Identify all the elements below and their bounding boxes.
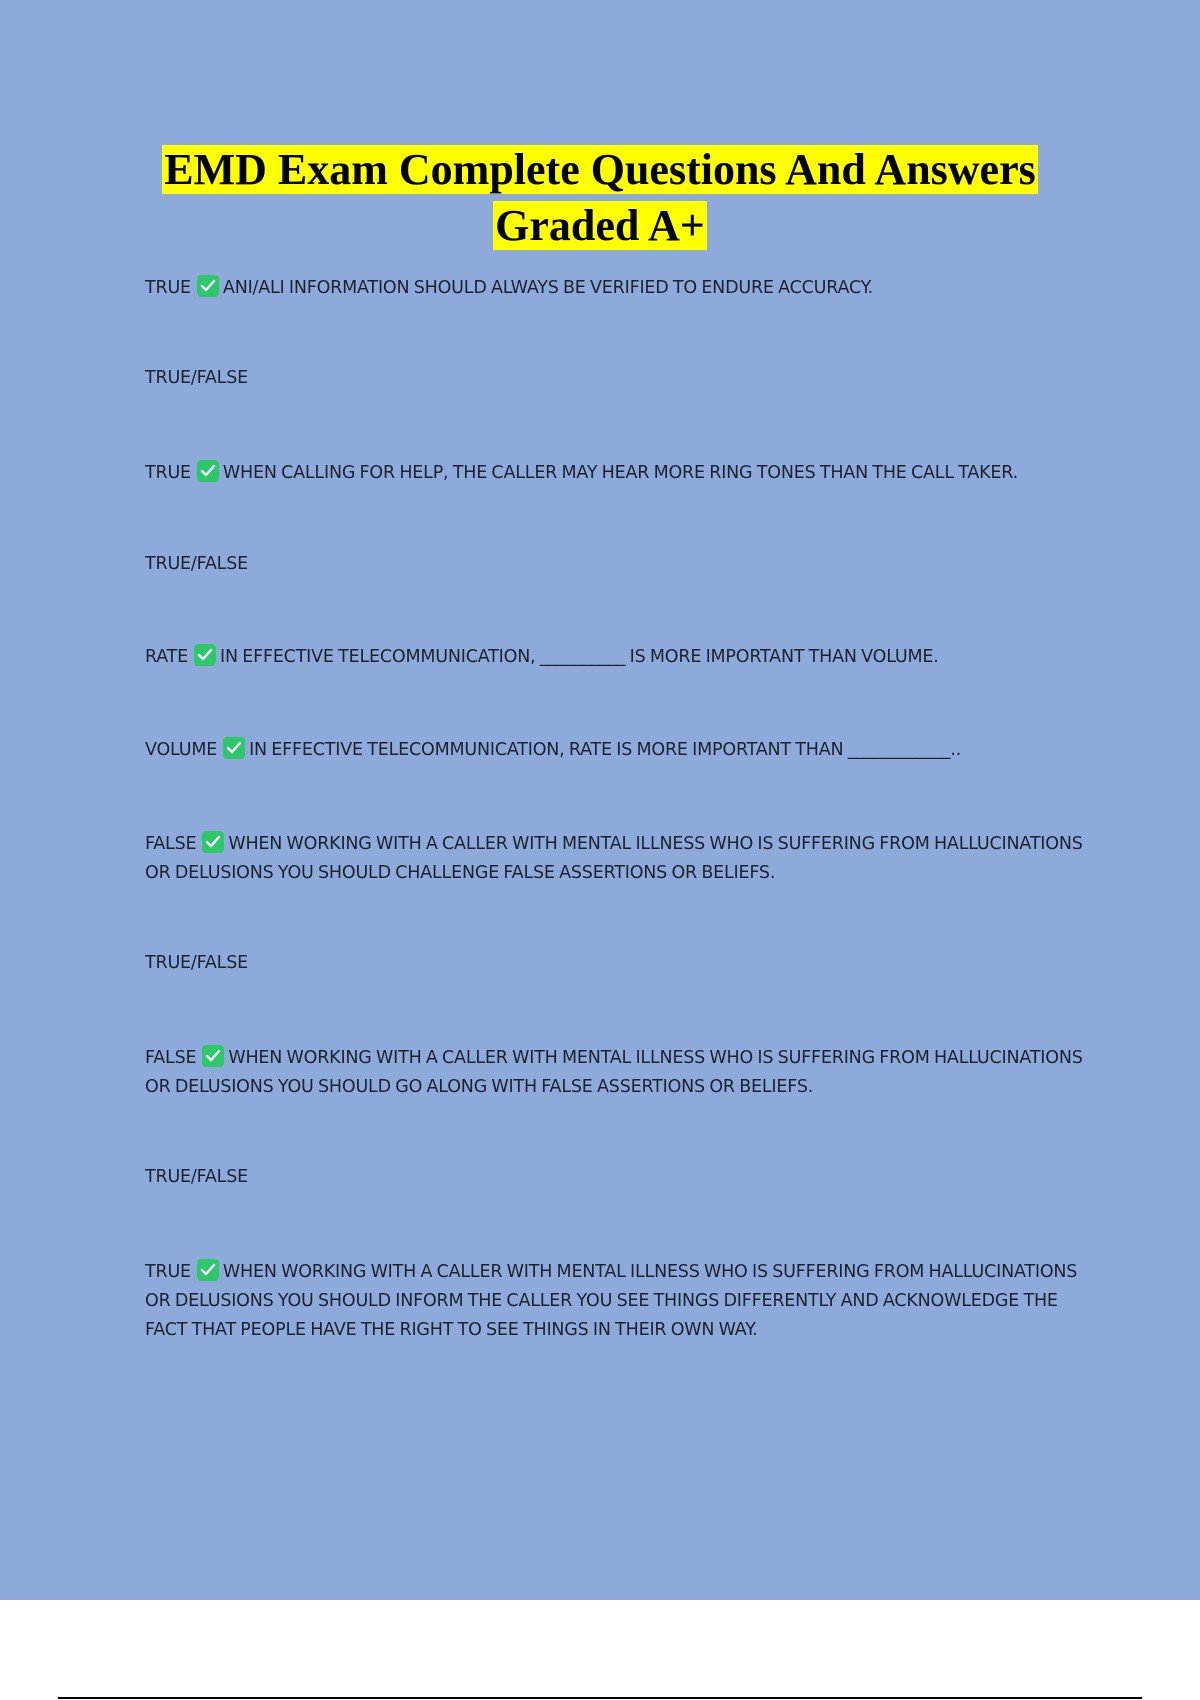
question-text: WHEN CALLING FOR HELP, THE CALLER MAY HEAR MORE RING TONES THAN THE CALL TAKER. bbox=[222, 463, 1018, 483]
question-text: WHEN WORKING WITH A CALLER WITH MENTAL ILLNESS WHO IS SUFFERING FROM HALLUCINATIONS OR DELUSIONS YOU SHOULD CHALLENGE FALSE ASSERTIONS OR BELIEFS. bbox=[145, 834, 1083, 883]
title-line-1: EMD Exam Complete Questions And Answers bbox=[164, 145, 1036, 194]
answer-label: RATE bbox=[145, 647, 189, 667]
question-text: IN EFFECTIVE TELECOMMUNICATION, __________ IS MORE IMPORTANT THAN VOLUME. bbox=[220, 647, 939, 667]
qa-item bbox=[145, 1258, 1085, 1345]
check-mark-icon bbox=[194, 644, 216, 666]
answer-label: VOLUME bbox=[145, 740, 218, 760]
question-text: WHEN WORKING WITH A CALLER WITH MENTAL ILLNESS WHO IS SUFFERING FROM HALLUCINATIONS OR DELUSIONS YOU SHOULD INFORM THE CALLER YOU SEE THINGS DIFFERENTLY AND ACKNOWLEDGE THE FACT THAT PEOPLE HAVE THE RIGHT TO SEE THINGS IN THEIR OWN WAY. bbox=[145, 1262, 1078, 1340]
qa-item bbox=[145, 459, 1085, 488]
document-title bbox=[0, 142, 1200, 254]
qa-item bbox=[145, 274, 1085, 303]
answer-label: FALSE bbox=[145, 1048, 197, 1068]
check-mark-icon bbox=[202, 831, 224, 853]
qa-item bbox=[145, 830, 1085, 888]
answer-label: TRUE bbox=[145, 463, 191, 483]
qa-item bbox=[145, 949, 1085, 978]
footer-divider bbox=[58, 1697, 1142, 1699]
check-mark-icon bbox=[197, 460, 219, 482]
answer-label: TRUE/FALSE bbox=[145, 953, 248, 973]
answer-label: TRUE/FALSE bbox=[145, 554, 248, 574]
question-text: WHEN WORKING WITH A CALLER WITH MENTAL ILLNESS WHO IS SUFFERING FROM HALLUCINATIONS OR DELUSIONS YOU SHOULD GO ALONG WITH FALSE ASSERTIONS OR BELIEFS. bbox=[145, 1048, 1083, 1097]
question-text: IN EFFECTIVE TELECOMMUNICATION, RATE IS MORE IMPORTANT THAN ____________.. bbox=[249, 740, 962, 760]
title-line-2: Graded A+ bbox=[495, 201, 705, 250]
answer-label: TRUE/FALSE bbox=[145, 368, 248, 388]
qa-item bbox=[145, 736, 1085, 765]
answer-label: FALSE bbox=[145, 834, 197, 854]
answer-label: TRUE bbox=[145, 278, 191, 298]
answer-label: TRUE bbox=[145, 1262, 191, 1282]
answer-label: TRUE/FALSE bbox=[145, 1167, 248, 1187]
qa-item bbox=[145, 1163, 1085, 1192]
check-mark-icon bbox=[197, 1259, 219, 1281]
check-mark-icon bbox=[197, 275, 219, 297]
check-mark-icon bbox=[202, 1045, 224, 1067]
qa-item bbox=[145, 364, 1085, 393]
qa-item bbox=[145, 550, 1085, 579]
check-mark-icon bbox=[223, 737, 245, 759]
question-text: ANI/ALI INFORMATION SHOULD ALWAYS BE VERIFIED TO ENDURE ACCURACY. bbox=[222, 278, 873, 298]
qa-item bbox=[145, 1044, 1085, 1102]
qa-item bbox=[145, 643, 1085, 672]
